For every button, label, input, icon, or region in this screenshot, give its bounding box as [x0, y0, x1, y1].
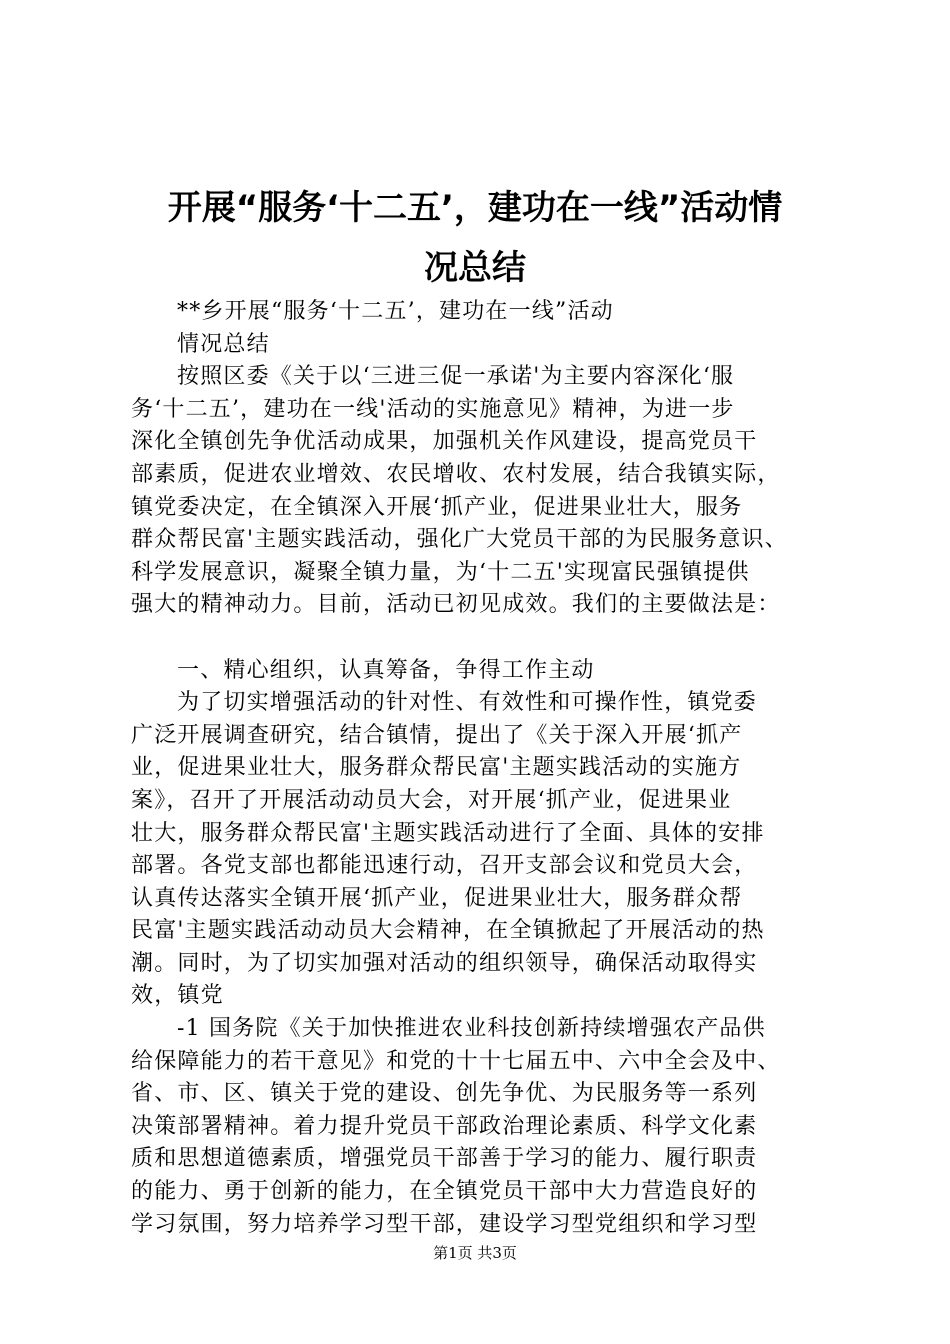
body-line: 质和思想道德素质，增强党员干部善于学习的能力、履行职责 [131, 1146, 758, 1172]
body-line: 壮大，服务群众帮民富'主题实践活动进行了全面、具体的安排 [131, 820, 765, 846]
body-line: 认真传达落实全镇开展‘抓产业，促进果业壮大，服务群众帮 [131, 885, 743, 911]
paragraph-gap [131, 622, 831, 655]
body-line: **乡开展“服务‘十二五’，建功在一线”活动 [177, 299, 614, 324]
page-number-footer: 第1页 共3页 [433, 1244, 517, 1262]
body-line: 效，镇党 [131, 983, 224, 1009]
body-line: 业，促进果业壮大，服务群众帮民富'主题实践活动的实施方 [131, 755, 742, 781]
body-line: 广泛开展调查研究，结合镇情，提出了《关于深入开展‘抓产 [131, 722, 743, 748]
body-line: 案》，召开了开展活动动员大会，对开展‘抓产业，促进果业 [131, 787, 732, 813]
document-title-line-1: 开展“服务‘十二五’，建功在一线”活动情 [167, 188, 783, 228]
section-heading: 一、精心组织，认真筹备，争得工作主动 [177, 657, 595, 683]
body-line: 学习氛围，努力培养学习型干部，建设学习型党组织和学习型 [131, 1211, 758, 1237]
body-line: 务‘十二五’，建功在一线'活动的实施意见》精神，为进一步 [131, 396, 735, 422]
body-line: 按照区委《关于以‘三进三促一承诺'为主要内容深化‘服 [177, 364, 735, 390]
document-body [131, 296, 831, 1241]
body-line: 省、市、区、镇关于党的建设、创先争优、为民服务等一系列 [131, 1081, 758, 1107]
body-line: 科学发展意识，凝聚全镇力量，为‘十二五'实现富民强镇提供 [131, 559, 750, 585]
body-line: 群众帮民富'主题实践活动，强化广大党员干部的为民服务意识、 [131, 527, 788, 553]
body-line: 民富'主题实践活动动员大会精神，在全镇掀起了开展活动的热 [131, 918, 765, 944]
body-line: 情况总结 [177, 331, 270, 357]
body-line: -1 国务院《关于加快推进农业科技创新持续增强农产品供 [177, 1016, 766, 1042]
body-line: 决策部署精神。着力提升党员干部政治理论素质、科学文化素 [131, 1113, 758, 1139]
body-line: 深化全镇创先争优活动成果，加强机关作风建设，提高党员干 [131, 429, 758, 455]
body-line: 潮。同时，为了切实加强对活动的组织领导，确保活动取得实 [131, 950, 758, 976]
body-line: 镇党委决定，在全镇深入开展‘抓产业，促进果业壮大，服务 [131, 494, 743, 520]
body-line: 给保障能力的若干意见》和党的十十七届五中、六中全会及中、 [131, 1048, 781, 1074]
body-line: 部署。各党支部也都能迅速行动，召开支部会议和党员大会， [131, 853, 758, 879]
body-line: 为了切实增强活动的针对性、有效性和可操作性，镇党委 [177, 690, 758, 716]
body-line: 部素质，促进农业增效、农民增收、农村发展，结合我镇实际， [131, 461, 781, 487]
document-title-line-2: 况总结 [424, 248, 526, 288]
body-line: 的能力、勇于创新的能力，在全镇党员干部中大力营造良好的 [131, 1179, 758, 1205]
body-line: 强大的精神动力。目前，活动已初见成效。我们的主要做法是： [131, 592, 781, 618]
